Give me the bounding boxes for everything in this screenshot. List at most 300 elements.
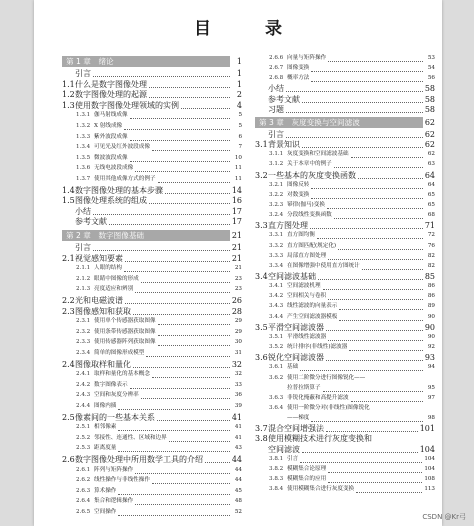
page-number: 54 [427, 65, 435, 72]
toc-entry[interactable] [269, 211, 435, 220]
chapter-heading[interactable] [62, 56, 242, 67]
section-title: 平滑线性滤波器 [287, 333, 327, 340]
section-number: 3.3.2 [269, 242, 284, 249]
toc-entry[interactable] [62, 360, 242, 369]
section-number: 2.3.3 [76, 339, 91, 346]
section-title: 简单的图像形成模型 [94, 350, 145, 356]
section-title: 人眼的结构 [94, 265, 122, 272]
dot-leader [339, 307, 423, 310]
section-title: 数字图像处理的基本步骤 [75, 185, 163, 195]
dot-leader [152, 375, 230, 378]
section-number: 2.3 [62, 306, 75, 316]
dot-leader [124, 127, 230, 130]
toc-entry[interactable] [269, 282, 435, 291]
section-number: 2.3.1 [76, 318, 91, 325]
section-title: 局部直方图处理 [287, 252, 327, 259]
section-number: 1.3 [62, 100, 75, 110]
section-number: 1.3.4 [76, 144, 91, 151]
dot-leader [326, 328, 423, 331]
toc-entry[interactable] [62, 413, 242, 422]
toc-entry[interactable] [62, 243, 242, 252]
section-title: 图像变换 [287, 65, 310, 72]
dot-leader [205, 460, 230, 463]
section-title: 光和电磁波谱 [75, 296, 123, 305]
dot-leader [351, 399, 423, 402]
toc-entry[interactable] [269, 302, 435, 311]
section-number: 2.1.3 [76, 286, 91, 293]
dot-leader [351, 155, 423, 158]
toc-entry[interactable] [76, 434, 242, 443]
section-number: 3.8.4 [269, 486, 284, 493]
dot-leader [323, 389, 423, 392]
toc-entry[interactable] [269, 160, 435, 169]
section-title: 小结 [268, 84, 284, 94]
section-number: 2.4.1 [76, 371, 91, 378]
section-title: 模糊集合论原理 [287, 465, 327, 472]
page-number: 86 [427, 293, 435, 300]
section-title: 模糊集合的应用 [287, 476, 327, 482]
toc-entry[interactable] [269, 64, 435, 73]
toc-entry[interactable] [269, 150, 435, 159]
toc-entry[interactable] [62, 186, 242, 195]
dot-leader [130, 138, 230, 141]
dot-leader [133, 312, 230, 315]
toc-entry[interactable] [269, 181, 435, 190]
page-number: 71 [424, 221, 435, 231]
toc-entry[interactable] [62, 90, 242, 99]
section-number: 1.3.2 [76, 123, 91, 129]
dot-leader [135, 169, 230, 172]
toc-entry[interactable] [76, 381, 242, 390]
page-number: 52 [234, 509, 242, 515]
toc-entry[interactable] [76, 154, 242, 163]
toc-entry[interactable] [62, 69, 242, 78]
toc-entry[interactable] [76, 508, 242, 517]
section-title: 非锐化掩蔽和高提升滤波 [287, 394, 349, 401]
page-number: 14 [231, 185, 242, 195]
toc-entry[interactable] [76, 487, 242, 496]
section-title: 拉普拉斯算子 [287, 384, 321, 391]
dot-leader [109, 222, 230, 225]
dot-leader [328, 470, 422, 473]
dot-leader [124, 269, 230, 272]
toc-entry[interactable] [269, 191, 435, 200]
section-title: 算术操作 [94, 487, 117, 494]
page-number: 31 [234, 350, 242, 356]
chapter-heading[interactable] [62, 230, 242, 241]
toc-entry[interactable] [76, 164, 242, 173]
toc-entry[interactable] [269, 292, 435, 301]
section-title: 习题 [268, 104, 284, 114]
dot-leader [328, 480, 422, 483]
section-number: 3.4 [255, 272, 268, 281]
page-number: 26 [231, 296, 242, 305]
dot-leader [311, 196, 423, 199]
dot-leader [152, 481, 230, 484]
page-number: 29 [234, 328, 242, 335]
section-title: 使用单个传感器获取图像 [94, 318, 156, 325]
section-number: 1.5 [62, 196, 75, 206]
page-number: 86 [427, 283, 435, 290]
toc-entry[interactable] [255, 84, 435, 93]
page-number: 82 [427, 252, 435, 259]
section-number: 3.2.2 [269, 191, 284, 198]
toc-entry[interactable] [76, 349, 242, 358]
section-number: 2.3.4 [76, 350, 91, 356]
dot-leader [328, 297, 423, 300]
chapter-title: 第 2 章 数字图像基础 [66, 231, 145, 240]
section-title: 像素间的一些基本关系 [75, 412, 155, 422]
page-number: 2 [236, 90, 242, 100]
dot-leader [165, 191, 230, 194]
dot-leader [334, 165, 423, 168]
section-title: 使用模糊技术进行灰度变换和 [268, 434, 372, 444]
section-number: 3.2.1 [269, 181, 284, 188]
section-title: 小结 [75, 206, 91, 216]
page-number: 5 [238, 123, 242, 129]
section-title: 产生空间滤波器模板 [287, 313, 338, 320]
toc-entry[interactable] [76, 466, 242, 475]
toc-entry[interactable] [62, 307, 242, 316]
toc-entry[interactable] [269, 455, 435, 464]
section-number: 3.3.1 [269, 232, 284, 239]
section-number: 1.4 [62, 185, 75, 195]
page-number: 39 [234, 403, 242, 409]
section-number: 2.4.2 [76, 381, 91, 388]
section-title: 平滑空间滤波器 [268, 322, 324, 332]
page-number: 90 [427, 333, 435, 340]
page-number: 48 [234, 498, 242, 505]
section-title: 可见光及红外波段成像 [94, 144, 150, 151]
section-title: 分段线性变换函数 [287, 212, 332, 219]
section-title: 图像反转 [287, 181, 310, 188]
section-title: 视觉感知要素 [75, 253, 123, 263]
section-number: 3.2.4 [269, 212, 284, 219]
page-number: 92 [427, 344, 435, 351]
section-title: 空间和灰度分辨率 [94, 392, 139, 399]
toc-entry[interactable] [269, 54, 435, 63]
section-title: 紫外波段成像 [94, 133, 128, 140]
dot-leader [149, 201, 230, 204]
section-title: 引言 [75, 243, 91, 252]
page-number: 44 [234, 466, 242, 473]
dot-leader [362, 267, 423, 270]
section-title: 相邻像素 [94, 424, 117, 431]
page-number: 93 [424, 353, 435, 363]
dot-leader [157, 418, 230, 421]
toc-entry[interactable] [255, 171, 435, 180]
toc-entry[interactable] [269, 475, 435, 484]
page-number: 23 [234, 275, 242, 282]
toc-entry[interactable] [255, 95, 435, 104]
section-title: 使用条带传感器获取图像 [94, 328, 156, 335]
section-number: 3.2 [255, 170, 268, 180]
toc-entry[interactable] [269, 384, 435, 393]
page-number: 41 [234, 434, 242, 441]
page-number: 21 [234, 265, 242, 272]
section-title: 图像感知和获取 [75, 306, 131, 316]
section-number: 2.6.2 [76, 477, 91, 484]
page-number: 98 [427, 415, 435, 422]
section-number: 3.3 [255, 221, 268, 231]
page-number: 17 [231, 217, 242, 227]
dot-leader [328, 338, 423, 341]
section-title: 参考文献 [75, 217, 107, 227]
dot-leader [158, 333, 230, 336]
section-number: 2.6.1 [76, 466, 91, 473]
toc-entry[interactable] [62, 101, 242, 110]
section-number: 2.6.3 [76, 487, 91, 494]
dot-leader [158, 322, 230, 325]
toc-entry[interactable] [255, 272, 435, 281]
toc-entry[interactable] [62, 207, 242, 216]
section-number: 1.3.7 [76, 176, 91, 182]
page-number: 21 [231, 253, 242, 263]
section-number: 3.7 [255, 424, 268, 434]
dot-leader [302, 145, 423, 148]
dot-leader [152, 148, 230, 151]
toc-entry[interactable] [269, 374, 435, 383]
section-title: ——梯度 [287, 415, 310, 422]
dot-leader [328, 257, 423, 260]
chapter-title: 第 3 章 灰度变换与空间滤波 [259, 117, 360, 127]
section-number: 2.5.1 [76, 424, 91, 431]
document-page [34, 0, 442, 526]
toc-entry[interactable] [255, 323, 435, 332]
dot-leader [300, 460, 422, 463]
toc-entry[interactable] [269, 333, 435, 342]
dot-leader [118, 428, 230, 431]
section-number: 3.6.4 [269, 404, 284, 411]
page-number: 68 [427, 212, 435, 219]
toc-entry[interactable] [269, 313, 435, 322]
page-number: 45 [234, 487, 242, 494]
toc-entry[interactable] [76, 338, 242, 347]
section-number: 2.6.7 [269, 65, 284, 72]
toc-entry[interactable] [269, 363, 435, 372]
section-number: 3.8.1 [269, 455, 284, 462]
toc-entry[interactable] [269, 252, 435, 261]
section-title: 使用二阶微分进行图像锐化—— [287, 374, 366, 381]
dot-leader [311, 186, 423, 189]
page-number: 44 [231, 455, 242, 464]
section-title: 直方图匹配(规定化) [287, 242, 337, 249]
section-number: 2.6.8 [269, 75, 284, 82]
toc-entry[interactable] [76, 317, 242, 326]
section-title: 空间滤波 [268, 444, 300, 454]
toc-entry[interactable] [76, 328, 242, 337]
toc-entry[interactable] [269, 231, 435, 240]
section-number: 2.6.6 [269, 55, 284, 61]
dot-leader [93, 212, 230, 215]
page-number: 104 [424, 465, 435, 472]
section-title: 图像取样和量化 [75, 359, 131, 369]
page-number: 16 [231, 196, 242, 206]
section-title: 集合和逻辑操作 [94, 498, 134, 505]
page-number: 82 [427, 262, 435, 269]
section-title: 什么是数字图像处理 [75, 79, 147, 89]
section-number: 3.6.1 [269, 364, 284, 371]
page-number: 62 [424, 117, 435, 127]
dot-leader [125, 259, 230, 262]
dot-leader [311, 79, 423, 82]
dot-leader [169, 439, 230, 442]
toc-entry[interactable] [76, 111, 242, 120]
page-number: 64 [427, 181, 435, 188]
dot-leader [130, 159, 230, 162]
section-title: 亮度适应和辨别 [94, 286, 134, 293]
dot-leader [358, 176, 423, 179]
dot-leader [118, 407, 230, 410]
dot-leader [302, 450, 418, 453]
section-title: 引言 [75, 69, 91, 78]
toc-entry[interactable] [62, 80, 242, 89]
toc-entry[interactable] [76, 264, 242, 273]
page-number: 4 [236, 100, 242, 110]
page-number: 41 [231, 412, 242, 422]
section-title: 锐化空间滤波器 [268, 353, 324, 363]
section-title: 空间滤波基础 [268, 272, 316, 281]
section-title: 阵列与矩阵操作 [94, 466, 134, 473]
section-title: 取样和量化的基本概念 [94, 371, 150, 378]
page-number: 32 [234, 371, 242, 378]
toc-entry[interactable] [255, 221, 435, 230]
toc-entry[interactable] [76, 122, 242, 131]
section-number: 3.2.3 [269, 201, 284, 208]
toc-entry[interactable] [76, 370, 242, 379]
section-title: 伽马射线成像 [94, 112, 128, 119]
toc-entry[interactable] [255, 353, 435, 362]
toc-entry[interactable] [255, 445, 435, 454]
dot-leader [118, 449, 230, 452]
section-title: 空间操作 [94, 509, 117, 515]
dot-leader [125, 301, 230, 304]
page-number: 58 [424, 104, 435, 114]
page-number: 89 [427, 303, 435, 310]
toc-entry[interactable] [62, 296, 242, 305]
toc-entry[interactable] [269, 414, 435, 423]
page-number: 7 [238, 144, 242, 151]
dot-leader [130, 386, 230, 389]
section-title: 直方图均衡 [287, 232, 315, 239]
toc-entry[interactable] [76, 476, 242, 485]
page-number: 85 [424, 272, 435, 281]
dot-leader [158, 180, 230, 183]
section-title: 概率方法 [287, 75, 310, 82]
toc-entry[interactable] [255, 434, 435, 443]
toc-entry[interactable] [76, 391, 242, 400]
section-number: 3.5.2 [269, 344, 284, 351]
toc-entry[interactable] [76, 133, 242, 142]
section-number: 3.3.4 [269, 262, 284, 269]
chapter-heading[interactable] [255, 117, 435, 128]
dot-leader [118, 492, 230, 495]
toc-entry[interactable] [255, 424, 435, 433]
section-title: 向量与矩阵操作 [287, 55, 327, 61]
csdn-watermark: CSDN @Kr弓 [422, 513, 466, 521]
dot-leader [326, 358, 423, 361]
page-number: 41 [234, 424, 242, 431]
section-number: 3.8.2 [269, 465, 284, 472]
dot-leader [118, 513, 230, 516]
section-number: 2.6 [62, 455, 75, 464]
section-title: 使用一阶微分对(非线性)图像锐化 [287, 404, 370, 411]
toc-entry[interactable] [76, 143, 242, 152]
dot-leader [93, 74, 230, 77]
dot-leader [302, 100, 423, 103]
section-number: 3.5 [255, 322, 268, 332]
section-number: 2.4.4 [76, 403, 91, 409]
toc-entry[interactable] [269, 404, 435, 413]
toc-entry[interactable] [76, 285, 242, 294]
section-title: 图像内插 [94, 403, 117, 409]
toc-entry[interactable] [76, 175, 242, 184]
section-number: 3.5.1 [269, 333, 284, 340]
dot-leader [326, 429, 418, 432]
toc-entry[interactable] [269, 201, 435, 210]
section-number: 3.8.3 [269, 476, 284, 482]
toc-entry[interactable] [269, 74, 435, 83]
toc-entry[interactable] [62, 196, 242, 205]
dot-leader [323, 287, 423, 290]
section-number: 1.1 [62, 79, 75, 89]
toc-entry[interactable] [62, 455, 242, 464]
page-number: 6 [238, 133, 242, 140]
section-title: 基础 [287, 364, 299, 371]
page-number: 90 [427, 313, 435, 320]
toc-entry[interactable] [255, 130, 435, 139]
toc-entry[interactable] [76, 423, 242, 432]
toc-entry[interactable] [269, 242, 435, 251]
section-title: 距离度量 [94, 445, 117, 452]
page-number: 1 [230, 56, 242, 67]
section-number: 3.4.1 [269, 283, 284, 290]
page-number: 44 [234, 477, 242, 484]
toc-entry[interactable] [269, 485, 435, 494]
dot-leader [130, 116, 230, 119]
toc-entry[interactable] [269, 262, 435, 271]
section-number: 2.6.4 [76, 498, 91, 505]
toc-entry[interactable] [76, 402, 242, 411]
toc-entry[interactable] [269, 343, 435, 352]
section-title: 眼睛中图像的形成 [94, 275, 139, 282]
section-title: 混合空间增强法 [268, 424, 324, 434]
dot-leader [300, 368, 423, 371]
page-number: 104 [424, 455, 435, 462]
toc-entry[interactable] [255, 140, 435, 149]
toc-entry[interactable] [269, 394, 435, 403]
page-number: 56 [427, 75, 435, 82]
toc-entry[interactable] [62, 254, 242, 263]
section-title: 对数变换 [287, 191, 310, 198]
toc-entry[interactable] [269, 465, 435, 474]
toc-entry[interactable] [76, 275, 242, 284]
section-title: 数字图像表示 [94, 381, 128, 388]
page-number: 97 [427, 394, 435, 401]
toc-entry[interactable] [76, 444, 242, 453]
section-number: 2.4.3 [76, 392, 91, 399]
section-number: 1.3.1 [76, 112, 91, 119]
page-number: 21 [231, 231, 242, 240]
toc-entry[interactable] [76, 497, 242, 506]
section-title: 使用数字图像处理领域的实例 [75, 100, 179, 110]
toc-entry[interactable] [62, 217, 242, 226]
section-title: 幂律(伽马)变换 [287, 201, 325, 208]
section-number: 1.3.5 [76, 154, 91, 161]
dot-leader [349, 348, 423, 351]
dot-leader [328, 59, 423, 62]
toc-entry[interactable] [255, 105, 435, 114]
